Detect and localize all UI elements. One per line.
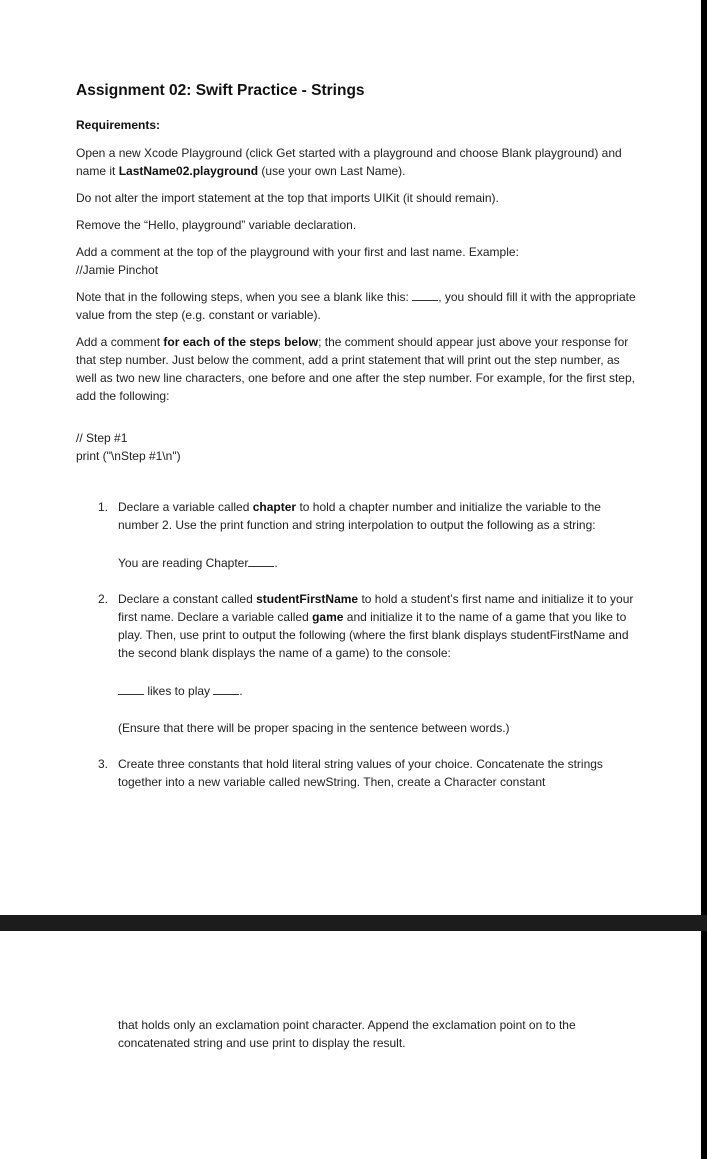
assignment-title: Assignment 02: Swift Practice - Strings [76, 82, 365, 99]
step-text: Declare a constant called studentFirstName to hold a student’s first name and initialize it to your first name. Declare a variable called game and initialize it to the name of a game that you like to play. Then, use print to output the following (where the first blank displays studentFirstName and the second blank displays the name of a game) to the console: [118, 592, 634, 660]
step-text: Create three constants that hold literal string values of your choice. Concatenate the strings together into a new variable called newString. Then, create a Character constant [118, 757, 603, 789]
import-instruction: Do not alter the import statement at the top that imports UIKit (it should remain). [76, 191, 499, 205]
steps-list [98, 498, 636, 791]
step-number: 3. [98, 757, 109, 771]
open-playground-instruction: Open a new Xcode Playground (click Get started with a playground and choose Blank playground) and name it LastName02.playground (use your own Last Name). [76, 146, 622, 178]
step-3-continuation: that holds only an exclamation point character. Append the exclamation point on to the concatenated string and use print to display the result. [118, 1018, 576, 1050]
blank-note: Note that in the following steps, when you see a blank like this: , you should fill it with the appropriate value from the step (e.g. constant or variable). [76, 290, 636, 322]
playground-filename: LastName02.playground [118, 164, 259, 178]
page-break-bar [0, 915, 707, 931]
step-comment-instruction: Add a comment for each of the steps below; the comment should appear just above your response for that step number. Just below the comment, add a print statement that will print out the step number, as well as two new line characters, one before and one after the step number. For example, for the first step, add the following: [76, 335, 635, 403]
blank-line [412, 289, 438, 301]
step-text: Declare a variable called chapter to hold a chapter number and initialize the variable to the number 2. Use the print function and string interpolation to output the following as a string: [118, 500, 601, 532]
step-example-output: You are reading Chapter . [118, 556, 278, 570]
document-page-1 [76, 82, 636, 791]
step-2 [98, 590, 636, 737]
spacing-note: (Ensure that there will be proper spacing in the sentence between words.) [118, 721, 510, 735]
step-1 [98, 498, 636, 572]
code-example [76, 429, 636, 465]
comment-example: //Jamie Pinchot [76, 263, 159, 277]
right-page-edge [701, 0, 707, 1159]
step-3 [98, 755, 636, 791]
requirements-heading: Requirements: [76, 118, 161, 132]
remove-instruction: Remove the “Hello, playground” variable declaration. [76, 218, 357, 232]
blank-line [118, 683, 144, 695]
code-comment-line: // Step #1 [76, 431, 128, 445]
document-page-2 [118, 1016, 638, 1052]
step-number: 2. [98, 592, 109, 606]
step-number: 1. [98, 500, 109, 514]
comment-instruction: Add a comment at the top of the playground with your first and last name. Example: //Jamie Pinchot [76, 245, 519, 277]
blank-line [248, 555, 274, 567]
step-example-output: likes to play . [118, 682, 636, 700]
code-print-line: print ("\nStep #1\n") [76, 449, 181, 463]
blank-line [213, 683, 239, 695]
